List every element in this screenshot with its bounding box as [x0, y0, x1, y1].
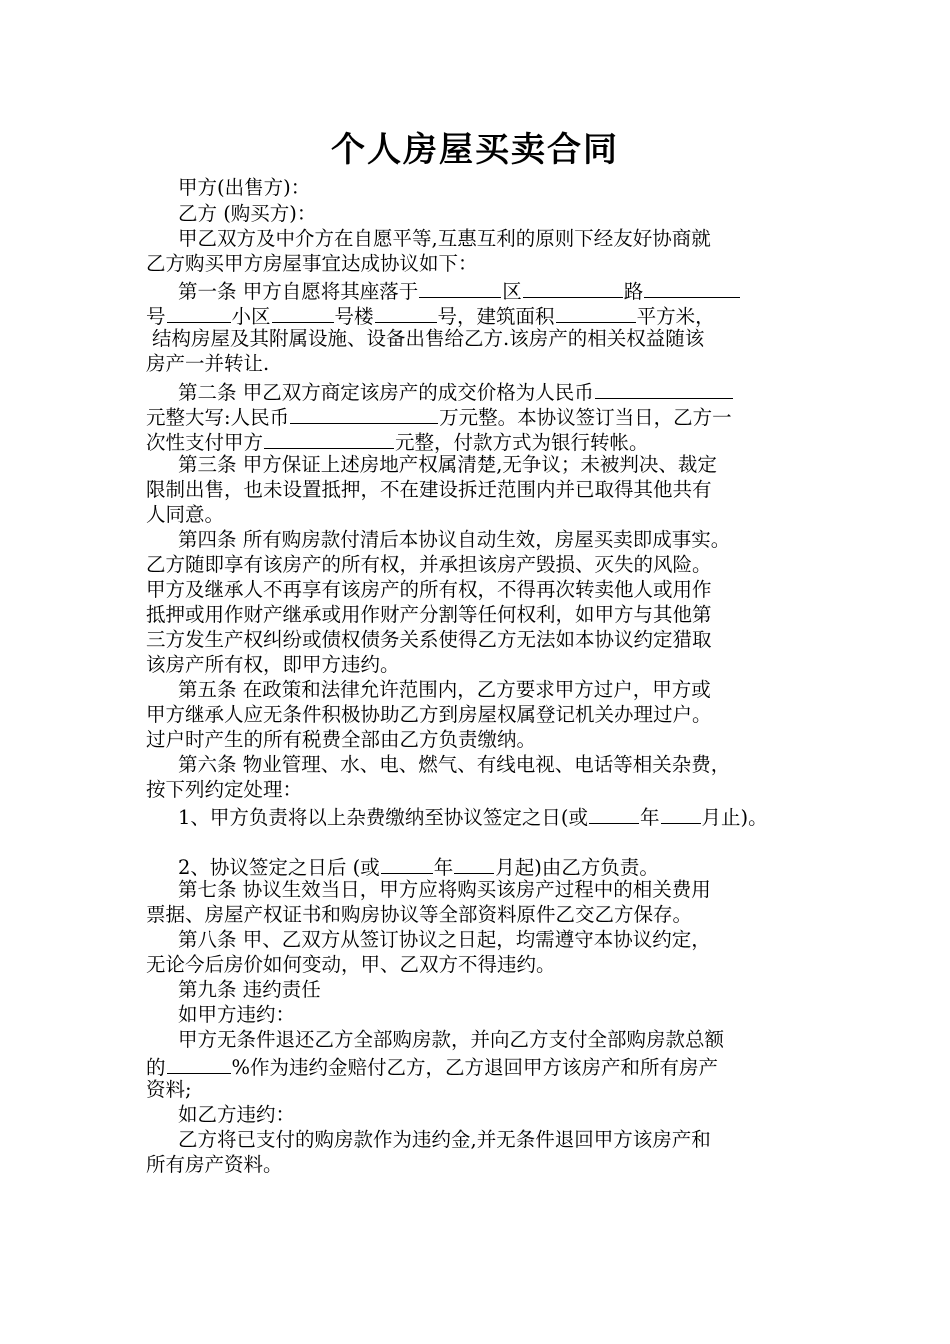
community-blank: [167, 301, 231, 323]
price-words-label: 元整大写:人民币: [146, 406, 290, 429]
article-1-line-3: 结构房屋及其附属设施、设备出售给乙方.该房产的相关权益随该: [152, 327, 705, 350]
building-label: 号楼: [334, 305, 374, 328]
item-1-text: 1、甲方负责将以上杂费缴纳至协议签定之日(或: [178, 806, 589, 829]
road-label: 路: [623, 280, 644, 303]
article-6-line-2: 按下列约定处理：: [146, 778, 303, 801]
article-4-line-5: 三方发生产权纠纷或债权债务关系使得乙方无法如本协议约定猎取: [146, 628, 712, 651]
item-2-year-blank: [381, 852, 433, 874]
article-2-line-1: [178, 377, 734, 403]
article-6-item-1: [178, 802, 768, 828]
article-9-title: 第九条 违约责任: [178, 978, 321, 1001]
article-6-item-2: [178, 852, 659, 878]
payment-tail: 元整，付款方式为银行转帐。: [395, 431, 649, 454]
article-1-line-2: [146, 301, 715, 327]
article-8-line-2: 无论今后房价如何变动，甲、乙双方不得违约。: [146, 953, 556, 976]
intro-line-1: 甲乙双方及中介方在自愿平等,互惠互利的原则下经友好协商就: [178, 227, 711, 250]
article-2-line-3: [146, 427, 649, 453]
article-7-line-2: 票据、房屋产权证书和购房协议等全部资料原件乙交乙方保存。: [146, 903, 693, 926]
number-label: 号: [146, 305, 166, 328]
penalty-tail: %作为违约金赔付乙方，乙方退回甲方该房产和所有房产: [231, 1056, 719, 1079]
article-1-line-1: [178, 276, 741, 302]
item-2-year-label: 年: [433, 856, 454, 879]
article-8-line-1: 第八条 甲、乙双方从签订协议之日起，均需遵守本协议约定，: [178, 928, 711, 951]
article-6-line-1: 第六条 物业管理、水、电、燃气、有线电视、电话等相关杂费，: [178, 753, 731, 776]
party-b-breach-line-1: 乙方将已支付的购房款作为违约金,并无条件退回甲方该房产和: [178, 1128, 711, 1151]
item-2-tail: 月起)由乙方负责。: [495, 856, 659, 879]
article-4-line-4: 抵押或用作财产继承或用作财产分割等任何权利，如甲方与其他第: [146, 603, 712, 626]
district-label: 区: [502, 280, 522, 303]
party-a-breach-line-1: 甲方无条件退还乙方全部购房款，并向乙方支付全部购房款总额: [178, 1028, 725, 1051]
document-title: 个人房屋买卖合同: [331, 130, 619, 170]
area-blank: [556, 301, 636, 323]
item-1-month-blank: [661, 802, 701, 824]
party-a-line: 甲方(出售方)：: [178, 176, 311, 199]
item-2-month-blank: [454, 852, 494, 874]
penalty-percent-blank: [167, 1052, 231, 1074]
article-2-text: 第二条 甲乙双方商定该房产的成交价格为人民币: [178, 381, 594, 404]
article-4-line-3: 甲方及继承人不再享有该房产的所有权，不得再次转卖他人或用作: [146, 578, 712, 601]
payment-blank: [264, 427, 394, 449]
price-words-tail: 万元整。本协议签订当日，乙方一: [439, 406, 732, 429]
article-3-line-2: 限制出售，也未设置抵押，不在建设拆迁范围内并已取得其他共有: [146, 478, 712, 501]
item-2-text: 2、协议签定之日后 (或: [178, 856, 380, 879]
sqm-label: 平方米，: [636, 305, 715, 328]
article-4-line-1: 第四条 所有购房款付清后本协议自动生效，房屋买卖即成事实。: [178, 528, 731, 551]
article-5-line-2: 甲方继承人应无条件积极协助乙方到房屋权属登记机关办理过户。: [146, 703, 712, 726]
price-blank: [595, 377, 733, 399]
article-7-line-1: 第七条 协议生效当日，甲方应将购买该房产过程中的相关费用: [178, 878, 711, 901]
road-blank: [523, 276, 623, 298]
party-b-breach-line-2: 所有房产资料。: [146, 1153, 283, 1176]
district-blank: [419, 276, 501, 298]
item-1-year-label: 年: [640, 806, 660, 829]
party-b-breach-heading: 如乙方违约：: [178, 1103, 296, 1126]
community-label: 小区: [231, 305, 271, 328]
party-b-line: 乙方 (购买方)：: [178, 202, 317, 225]
building-blank: [272, 301, 334, 323]
article-1-text: 第一条 甲方自愿将其座落于: [178, 280, 419, 303]
price-words-blank: [290, 402, 438, 424]
unit-blank: [375, 301, 437, 323]
item-1-year-blank: [589, 802, 639, 824]
article-2-line-2: [146, 402, 732, 428]
article-3-line-1: 第三条 甲方保证上述房地产权属清楚,无争议；未被判决、裁定: [178, 453, 717, 476]
article-4-line-6: 该房产所有权，即甲方违约。: [146, 653, 400, 676]
intro-line-2: 乙方购买甲方房屋事宜达成协议如下：: [146, 252, 478, 275]
area-label: 号，建筑面积: [437, 305, 555, 328]
number-blank: [644, 276, 740, 298]
party-a-breach-line-3: 资料;: [146, 1078, 192, 1101]
party-a-breach-line-2: [146, 1052, 718, 1078]
payment-label: 次性支付甲方: [146, 431, 264, 454]
article-1-line-4: 房产一并转让.: [146, 352, 270, 375]
party-a-breach-heading: 如甲方违约：: [178, 1003, 296, 1026]
article-4-line-2: 乙方随即享有该房产的所有权，并承担该房产毁损、灭失的风险。: [146, 553, 712, 576]
article-5-line-3: 过户时产生的所有税费全部由乙方负责缴纳。: [146, 728, 537, 751]
penalty-label: 的: [146, 1056, 166, 1079]
item-1-tail: 月止)。: [701, 806, 768, 829]
article-3-line-3: 人同意。: [146, 503, 225, 526]
article-5-line-1: 第五条 在政策和法律允许范围内，乙方要求甲方过户，甲方或: [178, 678, 711, 701]
